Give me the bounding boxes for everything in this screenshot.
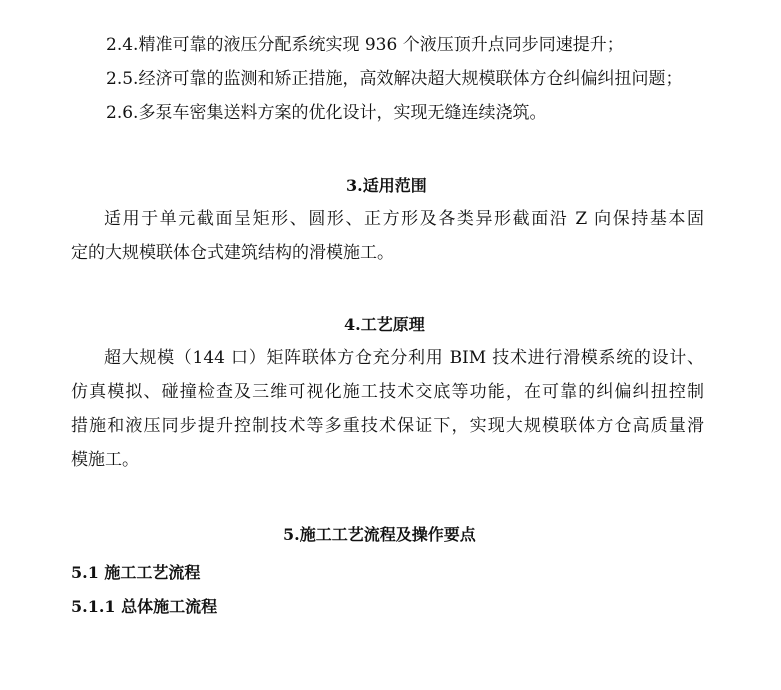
section-4-paragraph-line-3: 措施和液压同步提升控制技术等多重技术保证下，实现大规模联体方仓高质量滑 [71, 416, 704, 436]
list-item-2-4: 2.4.精准可靠的液压分配系统实现 936 个液压顶升点同步同速提升； [106, 35, 624, 55]
section-3-paragraph-line-1: 适用于单元截面呈矩形、圆形、正方形及各类异形截面沿 Z 向保持基本固 [104, 209, 704, 229]
section-5-heading: 5.施工工艺流程及操作要点 [283, 525, 476, 544]
list-item-2-6: 2.6.多泵车密集送料方案的优化设计，实现无缝连续浇筑。 [106, 103, 547, 123]
section-4-paragraph-line-1: 超大规模（144 口）矩阵联体方仓充分利用 BIM 技术进行滑模系统的设计、 [104, 348, 704, 368]
list-item-2-5: 2.5.经济可靠的监测和矫正措施，高效解决超大规模联体方仓纠偏纠扭问题； [106, 69, 683, 89]
subsection-5-1-heading: 5.1 施工工艺流程 [71, 563, 201, 582]
subsection-5-1-1-heading: 5.1.1 总体施工流程 [71, 597, 218, 616]
section-4-paragraph-line-2: 仿真模拟、碰撞检查及三维可视化施工技术交底等功能，在可靠的纠偏纠扭控制 [71, 382, 704, 402]
section-3-heading: 3.适用范围 [346, 176, 427, 195]
section-3-paragraph-line-2: 定的大规模联体仓式建筑结构的滑模施工。 [71, 243, 394, 263]
section-4-paragraph-line-4: 模施工。 [71, 450, 139, 470]
section-4-heading: 4.工艺原理 [344, 315, 425, 334]
